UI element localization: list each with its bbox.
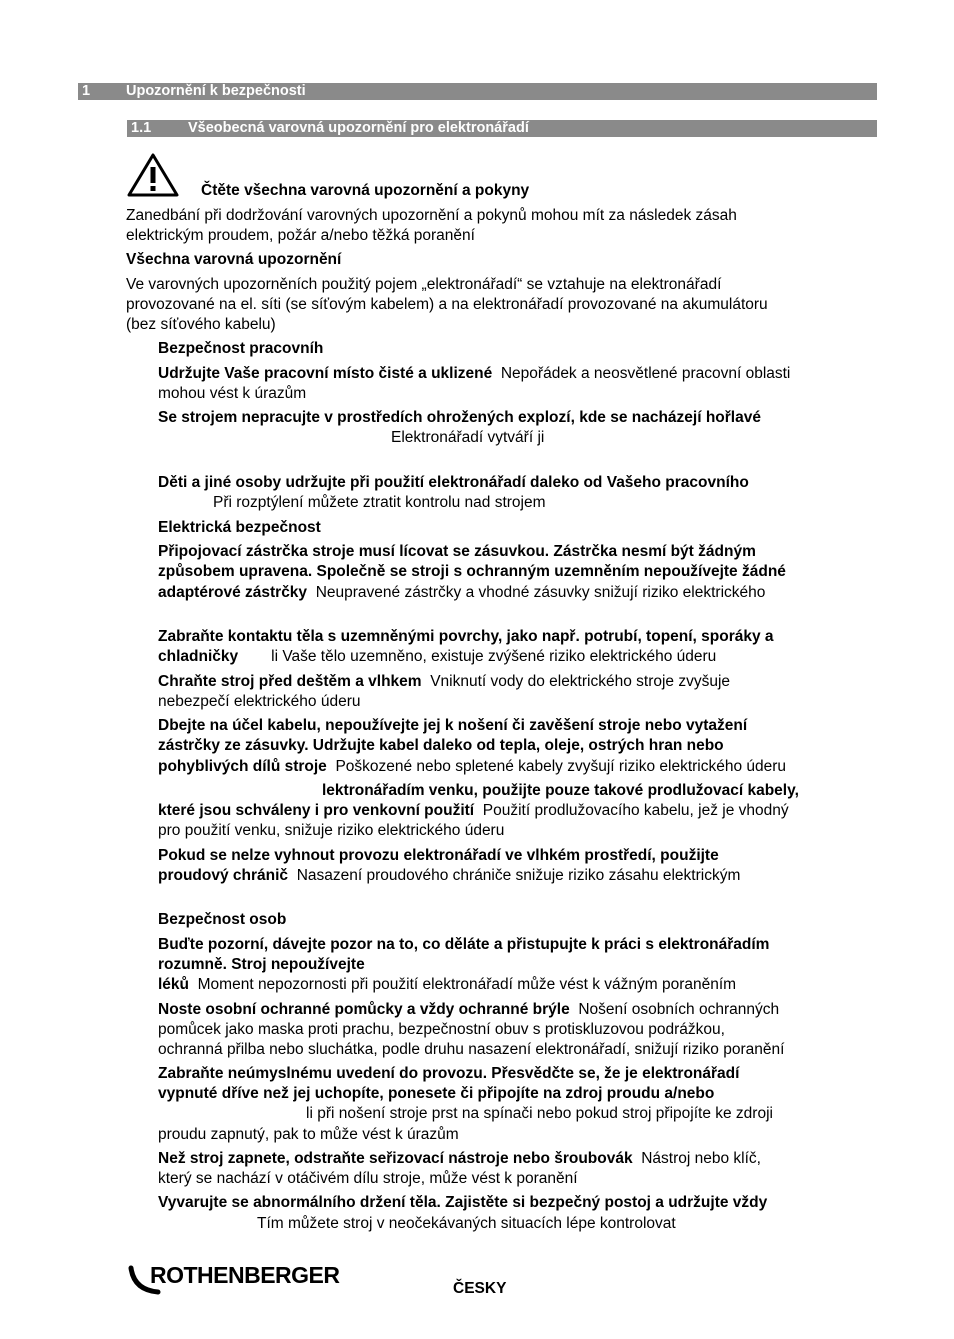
text-line: Chraňte stroj před deštěm a vlhkem Vniknutí vody do elektrického stroje zvyšuje: [158, 673, 731, 690]
text-line: lektronářadím venku, použijte pouze takové prodlužovací kabely,: [322, 782, 799, 799]
warning-heading: Čtěte všechna varovná upozornění a pokyny: [201, 182, 530, 199]
text-line: Buďte pozorní, dávejte pozor na to, co děláte a přistupujte k práci s elektronářadím: [158, 936, 770, 953]
section-title: Upozornění k bezpečnosti: [126, 83, 306, 99]
text-line: proudu zapnutý, pak to může vést k úrazům: [158, 1126, 459, 1143]
text-line: Než stroj zapnete, odstraňte seřizovací nástroje nebo šroubovák Nástroj nebo klíč,: [158, 1150, 761, 1167]
text-line: vypnuté dříve než jej uchopíte, ponesete či připojíte na zdroj proudu a/nebo: [158, 1085, 715, 1102]
text-line: pohyblivých dílů stroje Poškozené nebo spletené kabely zvyšují riziko elektrického úderu: [158, 758, 787, 775]
text-line: léků Moment nepozornosti při použití elektronářadí může vést k vážným poraněním: [158, 976, 737, 993]
text-line: zástrčky ze zásuvky. Udržujte kabel daleko od tepla, oleje, ostrých hran nebo: [158, 737, 724, 754]
text-line: Vyvarujte se abnormálního držení těla. Zajistěte si bezpečný postoj a udržujte vždy: [158, 1194, 768, 1211]
text-line: Se strojem nepracujte v prostředích ohrožených explozí, kde se nacházejí hořlavé: [158, 409, 761, 426]
text-line: provozované na el. síti (se síťovým kabelem) a na elektronářadí provozované na akumulátoru: [126, 296, 768, 313]
heading-workplace-safety: Bezpečnost pracovníh: [158, 340, 324, 357]
subsection-header: [127, 120, 877, 137]
language-label: ČESKY: [453, 1280, 507, 1297]
text-line: adaptérové zástrčky Neupravené zástrčky a vhodné zásuvky snižují riziko elektrického: [158, 584, 766, 601]
text-line: Udržujte Vaše pracovní místo čisté a uklizené Nepořádek a neosvětlené pracovní oblasti: [158, 365, 791, 382]
text-line: pro použití venku, snižuje riziko elektrického úderu: [158, 822, 505, 839]
text-line: chladničky li Vaše tělo uzemněno, existuje zvýšené riziko elektrického úderu: [158, 648, 717, 665]
text-line: mohou vést k úrazům: [158, 385, 307, 402]
text-line: (bez síťového kabelu): [126, 316, 276, 333]
subsection-title: Všeobecná varovná upozornění pro elektronářadí: [188, 120, 529, 136]
text-line: ochranná přilba nebo sluchátka, podle druhu nasazení elektronářadí, snižují riziko poranění: [158, 1041, 785, 1058]
text-line: Elektronářadí vytváří ji: [391, 429, 545, 446]
text-line: Noste osobní ochranné pomůcky a vždy ochranné brýle Nošení osobních ochranných: [158, 1001, 780, 1018]
subsection-number: 1.1: [131, 120, 152, 136]
text-line: rozumně. Stroj nepoužívejte: [158, 956, 365, 973]
section-header: [78, 83, 877, 100]
text-line: Tím můžete stroj v neočekávaných situacích lépe kontrolovat: [257, 1215, 676, 1232]
text-line: li při nošení stroje prst na spínači nebo pokud stroj připojíte ke zdroji: [306, 1105, 773, 1122]
text-line: Děti a jiné osoby udržujte při použití elektronářadí daleko od Vašeho pracovního: [158, 474, 749, 491]
text-line: Připojovací zástrčka stroje musí lícovat se zásuvkou. Zástrčka nesmí být žádným: [158, 543, 756, 560]
heading-personal-safety: Bezpečnost osob: [158, 911, 287, 928]
text-line: který se nachází v otáčivém dílu stroje, může vést k poranění: [158, 1170, 578, 1187]
text-line: Zabraňte neúmyslnému uvedení do provozu. Přesvědčte se, že je elektronářadí: [158, 1065, 740, 1082]
text-line: Zabraňte kontaktu těla s uzemněnými povrchy, jako např. potrubí, topení, sporáky a: [158, 628, 774, 645]
text-line: způsobem upravena. Společně se stroji s ochranným uzemněním nepoužívejte žádné: [158, 563, 786, 580]
text-line: proudový chránič Nasazení proudového chrániče snižuje riziko zásahu elektrickým: [158, 867, 741, 884]
section-number: 1: [82, 83, 91, 99]
text-line: pomůcek jako maska proti prachu, bezpečnostní obuv s protiskluzovou podrážkou,: [158, 1021, 725, 1038]
text-line: Pokud se nelze vyhnout provozu elektronářadí ve vlhkém prostředí, použijte: [158, 847, 719, 864]
text-line: Ve varovných upozorněních použitý pojem „elektronářadí“ se vztahuje na elektronářadí: [126, 276, 722, 293]
text-line: nebezpečí elektrického úderu: [158, 693, 361, 710]
text-line: které jsou schváleny i pro venkovní použití Použití prodlužovacího kabelu, jež je vhodný: [158, 802, 789, 819]
text-line: Dbejte na účel kabelu, nepoužívejte jej k nošení či zavěšení stroje nebo vytažení: [158, 717, 748, 734]
heading-electrical-safety: Elektrická bezpečnost: [158, 519, 321, 536]
text-line: elektrickým proudem, požár a/nebo těžká poranění: [126, 227, 475, 244]
text-line: Při rozptýlení můžete ztratit kontrolu nad strojem: [213, 494, 546, 511]
warning-triangle-icon: [126, 152, 180, 198]
text-line: Zanedbání při dodržování varovných upozornění a pokynů mohou mít za následek zásah: [126, 207, 737, 224]
heading-all-warnings: Všechna varovná upozornění: [126, 251, 342, 268]
brand-name: ROTHENBERGER: [150, 1262, 340, 1288]
